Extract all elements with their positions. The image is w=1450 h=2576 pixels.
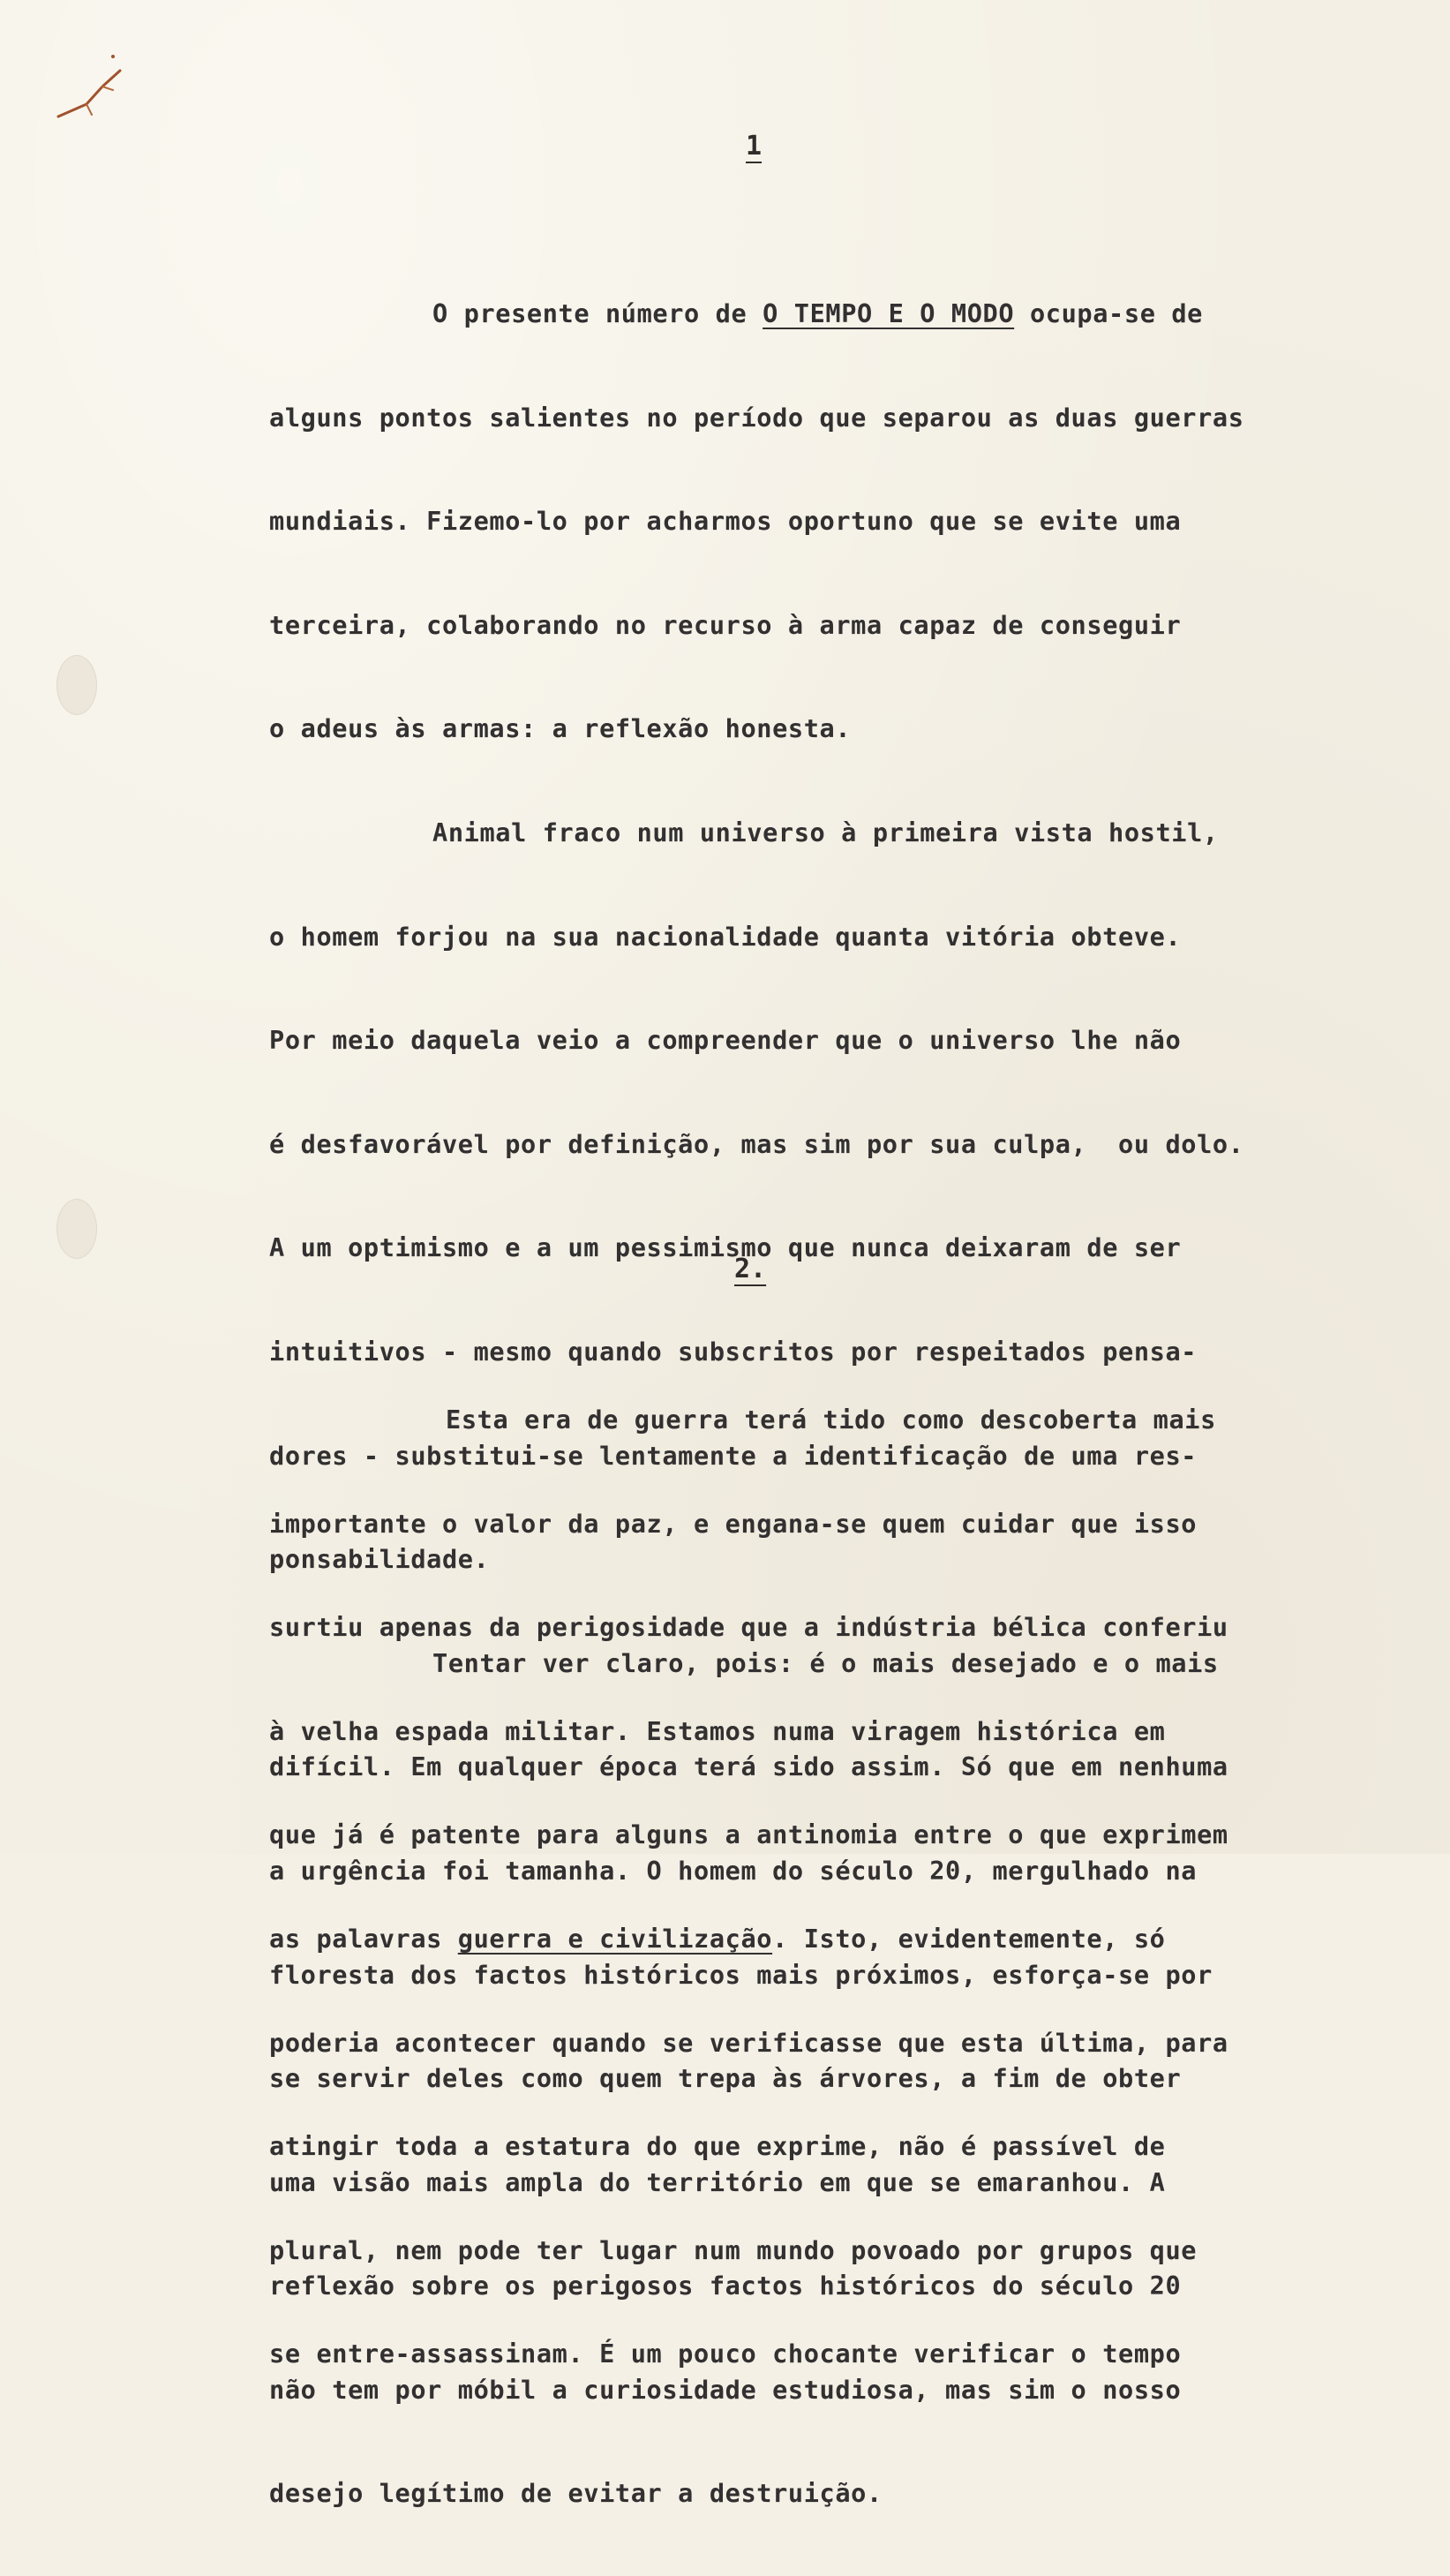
text-line: mundiais. Fizemo-lo por acharmos oportuno que se evite uma xyxy=(269,506,1182,537)
text-fragment: . Isto, evidentemente, só xyxy=(772,1923,1166,1954)
text-line: intuitivos - mesmo quando subscritos por respeitados pensa- xyxy=(269,1336,1198,1367)
text-line: Animal fraco num universo à primeira vista hostil, xyxy=(432,817,1219,847)
text-line: Tentar ver claro, pois: é o mais desejado e o mais xyxy=(432,1647,1219,1678)
text-line: terceira, colaborando no recurso à arma capaz de conseguir xyxy=(269,609,1182,640)
text-line: ponsabilidade. xyxy=(269,1544,490,1575)
text-line: poderia acontecer quando se verificasse que esta última, para xyxy=(269,2027,1228,2058)
text-line: uma visão mais ampla do território em que se emaranhou. A xyxy=(269,2166,1166,2197)
text-line: o adeus às armas: a reflexão honesta. xyxy=(269,713,852,744)
text-line: surtiu apenas da perigosidade que a indústria bélica conferiu xyxy=(269,1612,1228,1643)
text-line: Esta era de guerra terá tido como descoberta mais xyxy=(446,1405,1216,1435)
text-line xyxy=(269,292,1408,336)
rust-stain-mark xyxy=(51,51,131,131)
text-fragment: as palavras xyxy=(269,1923,458,1954)
text-line: alguns pontos salientes no período que separou as duas guerras xyxy=(269,402,1244,433)
text-line: à velha espada militar. Estamos numa viragem histórica em xyxy=(269,1715,1166,1746)
punch-hole-bottom xyxy=(56,1199,97,1259)
text-line: é desfavorável por definição, mas sim por sua culpa, ou dolo. xyxy=(269,1128,1244,1159)
text-line: se entre-assassinam. É um pouco chocante verificar o tempo xyxy=(269,2339,1182,2369)
text-line: A um optimismo e a um pessimismo que nunca deixaram de ser xyxy=(269,1232,1182,1263)
text-line: se servir deles como quem trepa às árvores, a fim de obter xyxy=(269,2063,1182,2094)
text-line: o homem forjou na sua nacionalidade quanta vitória obteve. xyxy=(269,921,1182,952)
section-number-1: 1 xyxy=(746,131,763,162)
text-fragment: O presente número de xyxy=(432,298,763,328)
emphasized-phrase: guerra e civilização xyxy=(457,1923,773,1954)
text-line: não tem por móbil a curiosidade estudiosa, mas sim o nosso xyxy=(269,2374,1182,2405)
section-number-2: 2. xyxy=(734,1254,767,1284)
punch-hole-top xyxy=(56,655,97,715)
text-line xyxy=(269,1917,1408,1962)
text-line: dores - substitui-se lentamente a identificação de uma res- xyxy=(269,1440,1198,1471)
text-line: reflexão sobre os perigosos factos históricos do século 20 xyxy=(269,2271,1182,2301)
text-line: a urgência foi tamanha. O homem do século 20, mergulhado na xyxy=(269,1855,1198,1886)
text-line: atingir toda a estatura do que exprime, não é passível de xyxy=(269,2131,1166,2162)
text-line: difícil. Em qualquer época terá sido assim. Só que em nenhuma xyxy=(269,1751,1228,1782)
text-line: desejo legítimo de evitar a destruição. xyxy=(269,2478,883,2509)
text-line: que já é patente para alguns a antinomia entre o que exprimem xyxy=(269,1819,1228,1850)
journal-title: O TEMPO E O MODO xyxy=(763,298,1015,328)
section-2-text xyxy=(269,1338,1408,2437)
text-line: importante o valor da paz, e engana-se quem cuidar que isso xyxy=(269,1508,1198,1539)
text-line: Por meio daquela veio a compreender que o universo lhe não xyxy=(269,1025,1182,1056)
text-fragment: ocupa-se de xyxy=(1014,298,1203,328)
text-line: plural, nem pode ter lugar num mundo povoado por grupos que xyxy=(269,2234,1198,2265)
text-line: floresta dos factos históricos mais próximos, esforça-se por xyxy=(269,1959,1213,1990)
